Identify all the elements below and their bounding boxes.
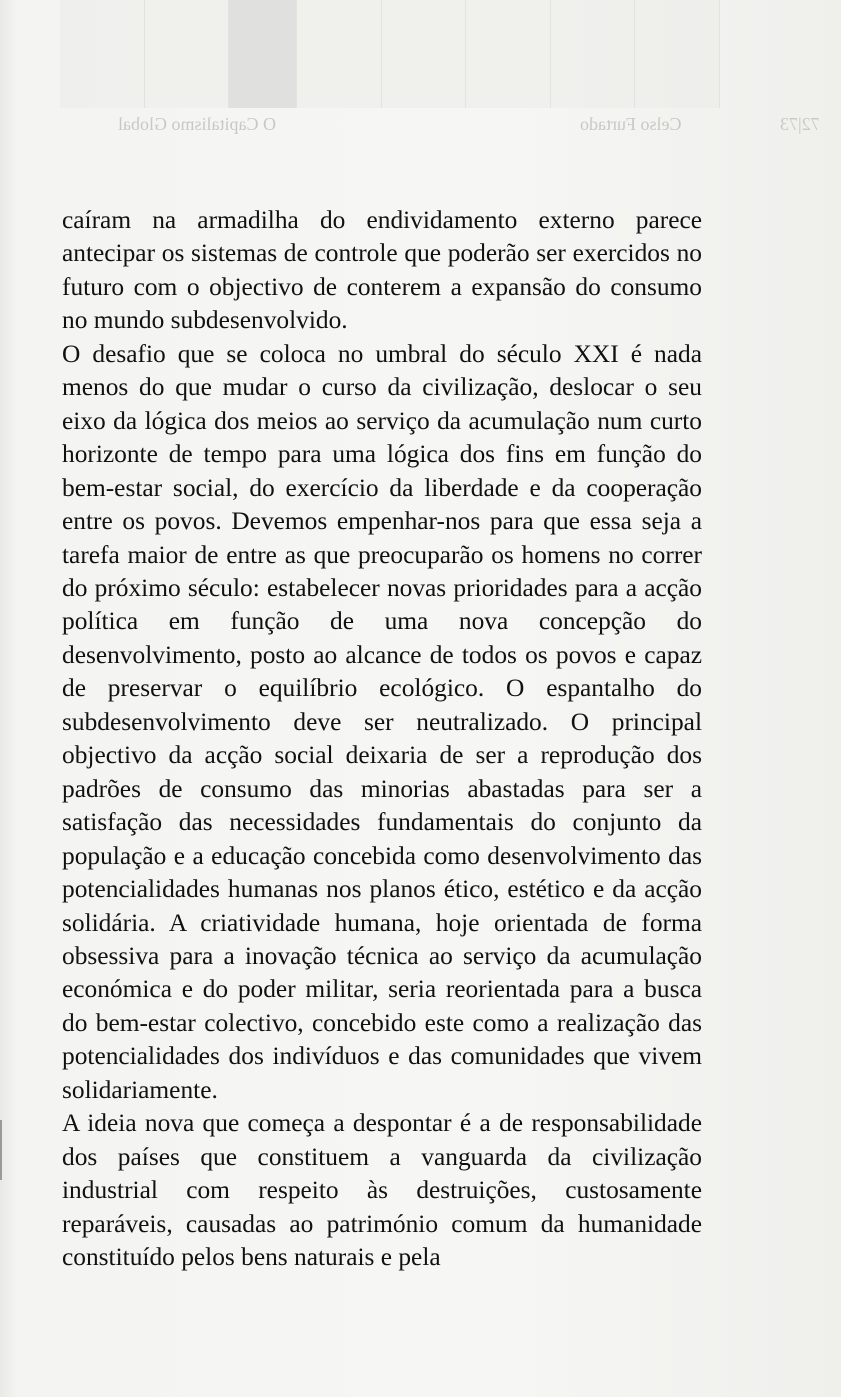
paragraph-2: O desafio que se coloca no umbral do século XXI é nada menos do que mudar o curso da civilização, deslocar o seu eixo da lógica dos meios ao serviço da acumulação num curto horizonte de tempo para uma lógica dos fins em função do bem-estar social, do exercício da liberdade e da cooperação entre os povos. Devemos empenhar-nos para que essa seja a tarefa maior de entre as que preocuparão os homens no correr do próximo século: estabelecer novas prioridades para a acção política em função de uma nova concepção do desenvolvimento, posto ao alcance de todos os povos e capaz de preservar o equilíbrio ecológico. O espantalho do subdesenvolvimento deve ser neutralizado. O principal objectivo da acção social deixaria de ser a reprodução dos padrões de consumo das minorias abastadas para ser a satisfação das necessidades fundamentais do conjunto da população e a educação concebida como desenvolvimento das potencialidades humanas nos planos ético, estético e da acção solidária. A criatividade humana, hoje orientada de forma obsessiva para a inovação técnica ao serviço da acumulação económica e do poder militar, seria reorientada para a busca do bem-estar colectivo, concebido este como a realização das potencialidades dos indivíduos e das comunidades que vivem solidariamente. — [62, 339, 702, 1104]
bleed-table-column — [466, 0, 551, 108]
bleed-table-column — [551, 0, 636, 108]
paragraph-3: A ideia nova que começa a despontar é a de responsabilidade dos países que constituem a vanguarda da civilização industrial com respeito às destruições, custosamente reparáveis, causadas ao património comum da humanidade constituído pelos bens naturais e pela — [62, 1109, 702, 1272]
bleed-page-number: 72|73 — [780, 114, 820, 134]
bleed-table-column — [635, 0, 720, 108]
bleed-through-table — [60, 0, 720, 108]
bleed-table-column — [382, 0, 467, 108]
paragraph-1: caíram na armadilha do endividamento externo parece antecipar os sistemas de controle que poderão ser exercidos no futuro com o objectivo de conterem a expansão do consumo no mundo subdesenvolvido. — [62, 206, 702, 335]
bleed-table-column — [297, 0, 382, 108]
bleed-running-head-right: Celso Furtado — [580, 114, 682, 134]
bleed-running-head-left: O Capitalismo Global — [118, 114, 276, 134]
page-edge-mark — [0, 1120, 2, 1180]
bleed-table-column — [229, 0, 297, 108]
bleed-table-column — [145, 0, 230, 108]
bleed-table-column — [60, 0, 145, 108]
body-text — [62, 204, 702, 1275]
